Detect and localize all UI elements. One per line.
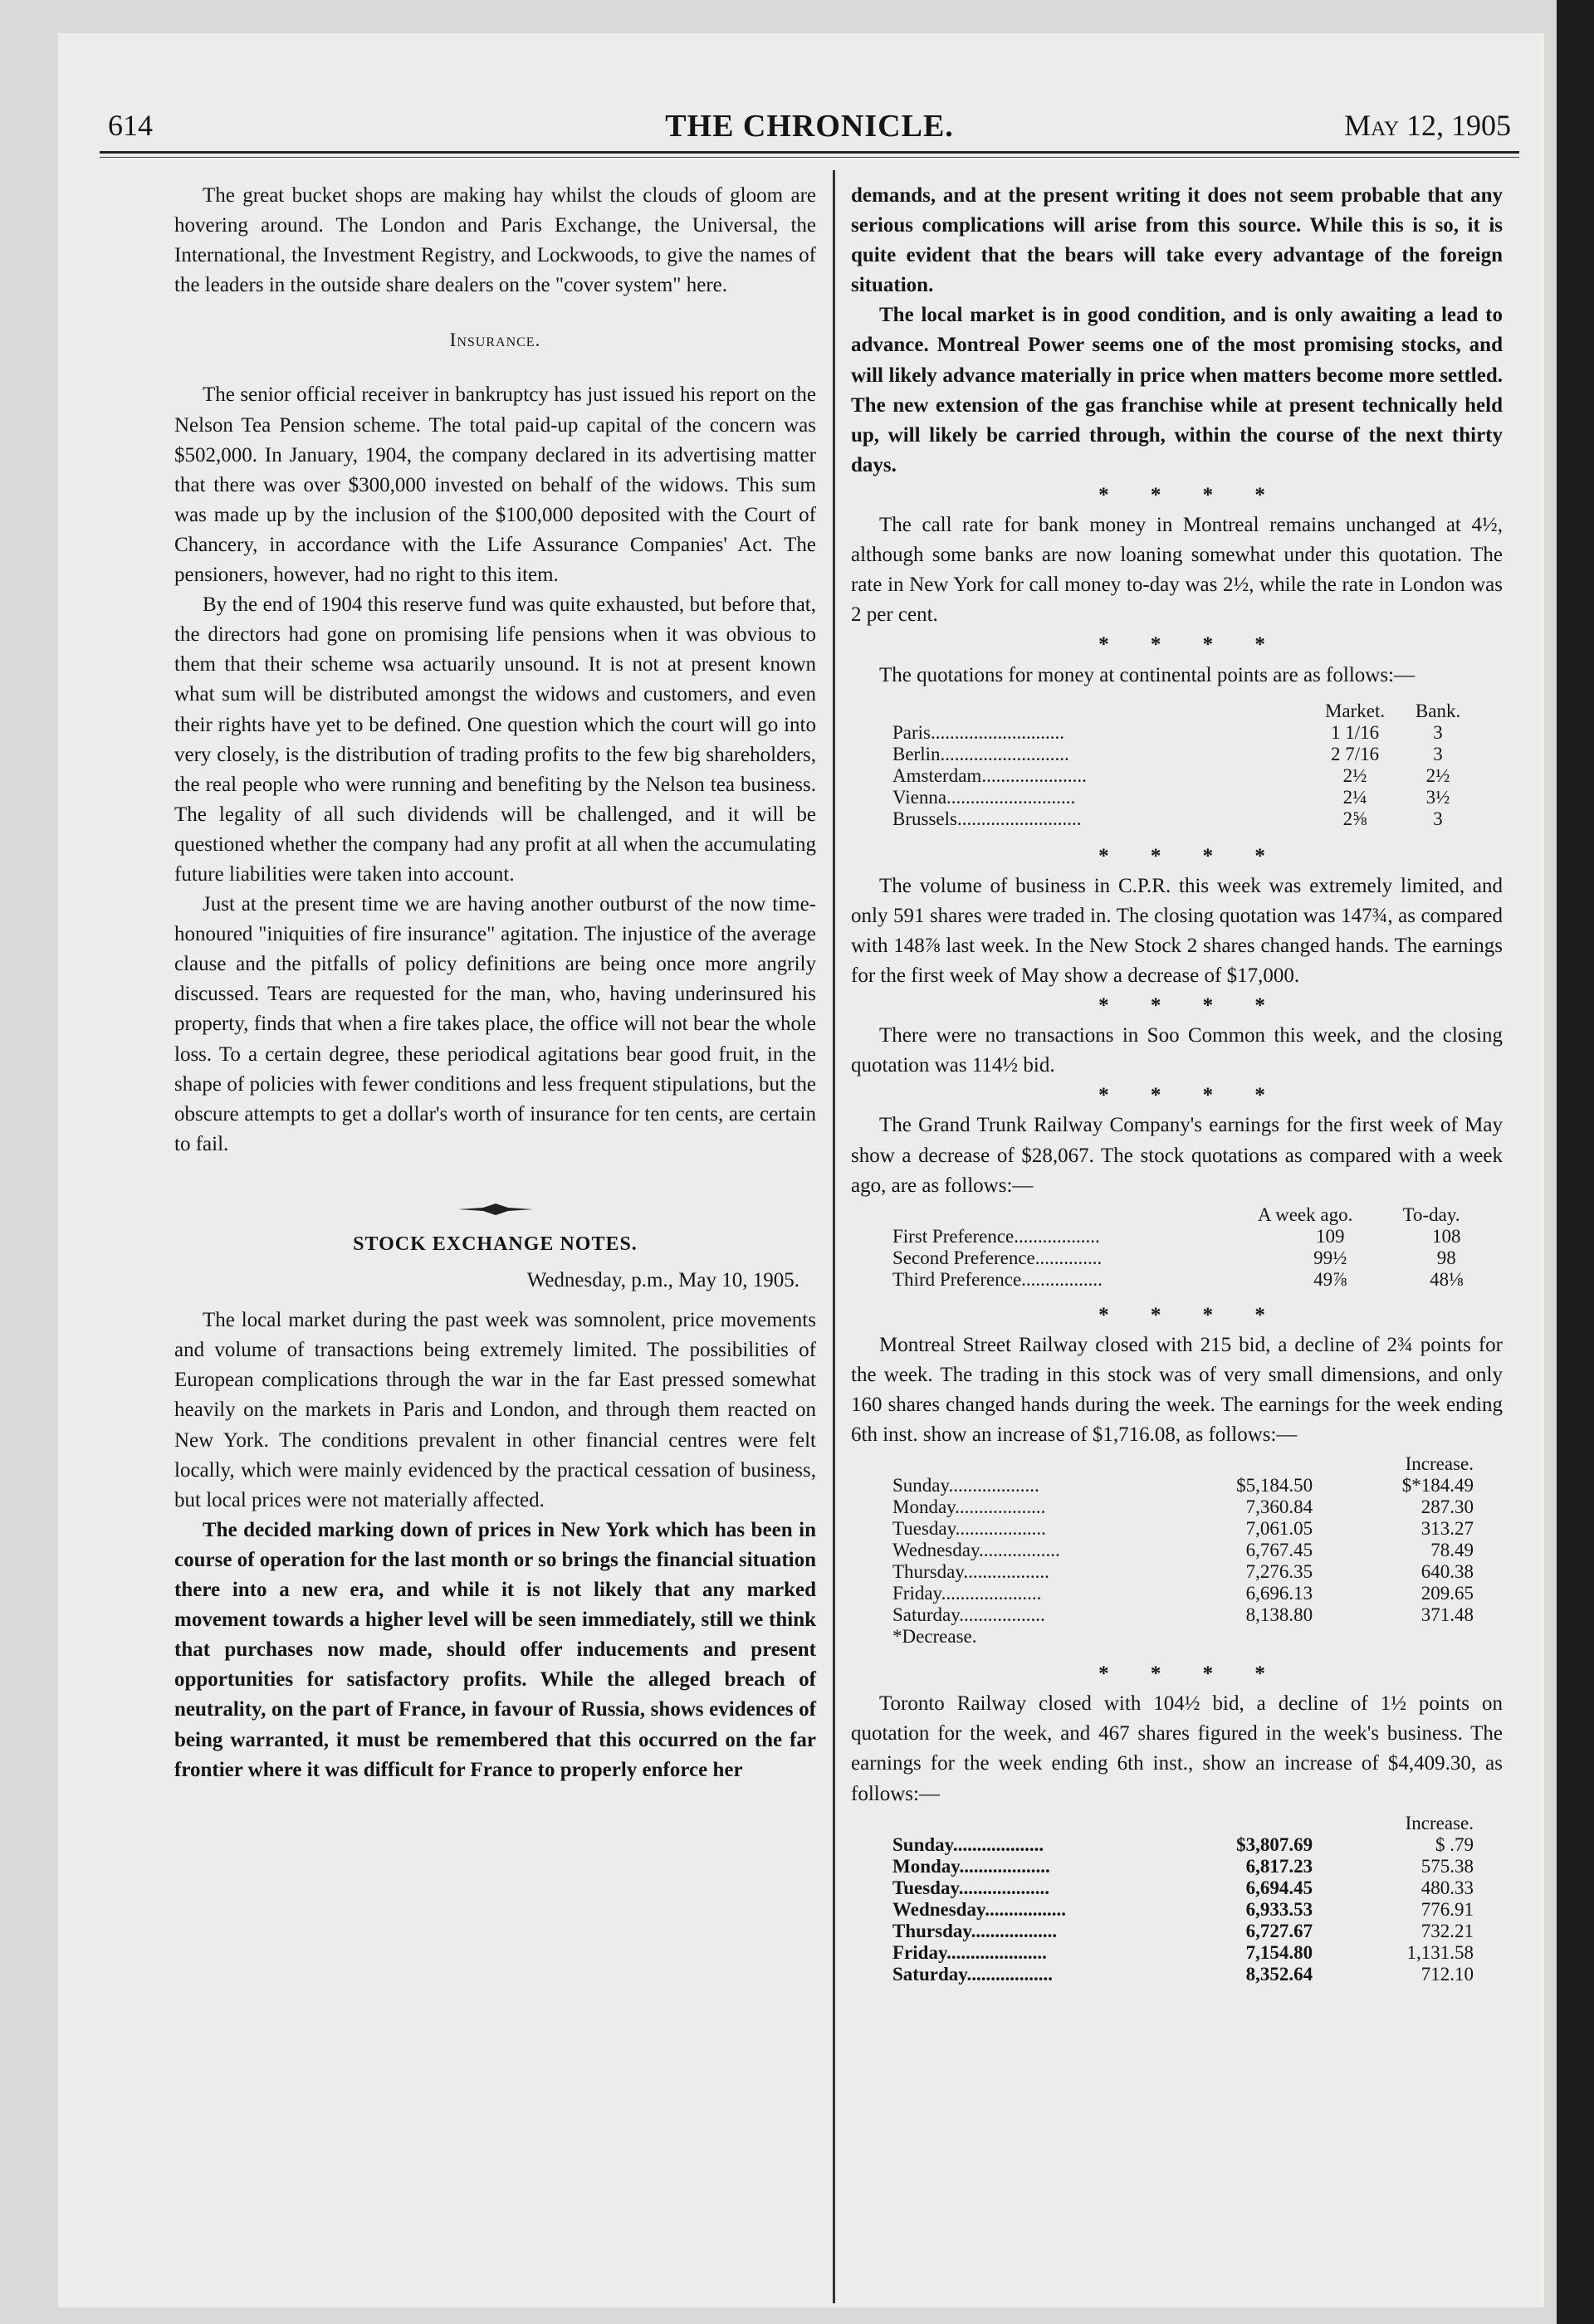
- montreal-street-paragraph: Montreal Street Railway closed with 215 bid, a decline of 2¾ points for the week. The trading in this stock was of very small dimensions, and only 160 shares changed hands during the week. The earnings for the week ending 6th inst. show an increase of $1,716.08, as follows:—: [851, 1333, 1503, 1447]
- table-header-row: [892, 1813, 1474, 1834]
- money-intro: The quotations for money at continental points are as follows:—: [879, 663, 1415, 686]
- table-row: Monday................... 7,360.84 287.30: [892, 1496, 1474, 1518]
- table-row: [892, 1269, 1490, 1291]
- insurance-paragraph: Just at the present time we are having another outburst of the now time-honoured "iniquities of fire insurance" agitation. The injustice of the average clause and the pitfalls of policy definitions are being once more angrily discussed. Tears are requested for the man, who, having underinsured his property, finds that when a fire takes place, the office will not bear the whole loss. To a certain degree, these periodical agitations bear good fruit, in the shape of policies with fewer conditions and less frequent stipulations, but the obscure attempts to get a dollar's worth of insurance for ten cents, are certain to fail.: [174, 893, 816, 1155]
- page-header: [108, 108, 1511, 149]
- notes-date: Wednesday, p.m., May 10, 1905.: [526, 1269, 799, 1292]
- decrease-footnote: *Decrease.: [892, 1626, 977, 1648]
- column-header: Market.: [1324, 700, 1386, 721]
- continuation-paragraph: demands, and at the present writing it does not seem probable that any serious complications will arise from this source. While this is so, it is quite evident that the bears will take every advantage of the foreign situation.: [851, 184, 1503, 297]
- day-cell: Monday: [892, 1855, 960, 1877]
- column-header: Bank.: [1415, 700, 1461, 721]
- soo-paragraph: There were no transactions in Soo Common this week, and the closing quotation was 114½ bid.: [851, 1024, 1503, 1077]
- table-row: Friday..................... 7,154.80 1,131.58: [892, 1941, 1474, 1963]
- grand-trunk-table: [892, 1204, 1490, 1291]
- today-cell: 108: [1432, 1225, 1461, 1247]
- day-cell: Wednesday: [892, 1540, 979, 1561]
- table-row: [892, 765, 1474, 787]
- market-rate-cell: 2½: [1342, 764, 1367, 786]
- amount-cell: 7,276.35: [1245, 1561, 1313, 1583]
- amount-cell: 7,061.05: [1245, 1518, 1313, 1540]
- increase-cell: 480.33: [1420, 1877, 1474, 1898]
- increase-cell: 732.21: [1420, 1920, 1474, 1941]
- right-column: [851, 181, 1503, 1997]
- increase-cell: 78.49: [1430, 1540, 1474, 1561]
- ornament-icon: [458, 1204, 533, 1215]
- increase-cell: $ .79: [1435, 1833, 1474, 1855]
- day-cell: Saturday: [892, 1963, 967, 1985]
- table-footnote-row: [892, 1626, 1474, 1648]
- increase-cell: 313.27: [1420, 1518, 1474, 1540]
- increase-cell: 712.10: [1420, 1963, 1474, 1985]
- table-row: Monday................... 6,817.23 575.38: [892, 1855, 1474, 1877]
- day-cell: Monday: [892, 1496, 956, 1518]
- increase-cell: 1,131.58: [1406, 1941, 1474, 1963]
- market-rate-cell: 2 7/16: [1330, 743, 1380, 764]
- toronto-railway-paragraph: Toronto Railway closed with 104½ bid, a decline of 1½ points on quotation for the week, and 467 shares figured in the week's business. The earnings for the week ending 6th inst., show an increase of $4,409.30, as follows:—: [851, 1692, 1503, 1805]
- amount-cell: 7,154.80: [1245, 1941, 1313, 1963]
- stock-label-cell: First Preference..................: [892, 1225, 1100, 1247]
- day-cell: Friday: [892, 1941, 947, 1963]
- section-stars: * * * *: [1098, 1084, 1284, 1107]
- amount-cell: $5,184.50: [1236, 1475, 1313, 1496]
- stock-label-cell: Third Preference.................: [892, 1268, 1103, 1290]
- bank-rate-cell: 3: [1433, 721, 1443, 743]
- stock-label-cell: Second Preference..............: [892, 1247, 1103, 1268]
- publication-title: THE CHRONICLE.: [665, 109, 954, 144]
- local-market-paragraph: The local market is in good condition, and is only awaiting a lead to advance. Montreal Power seems one of the most promising stocks, and will likely advance materially in price when matters become more settled. The new extension of the gas franchise while at present technically held up, will likely be carried through, within the course of the next thirty days.: [851, 304, 1503, 476]
- table-row: [892, 1226, 1490, 1247]
- week-ago-cell: 49⅞: [1313, 1268, 1347, 1290]
- table-row: Sunday................... $5,184.50 $*184.49: [892, 1475, 1474, 1496]
- section-stars: * * * *: [1098, 1662, 1284, 1686]
- column-divider: [833, 170, 835, 2303]
- increase-cell: 287.30: [1420, 1496, 1474, 1518]
- insurance-paragraph: The senior official receiver in bankruptcy has just issued his report on the Nelson Tea Pension scheme. The total paid-up capital of the concern was $502,000. In January, 1904, the company declared in its advertising matter that there was over $300,000 invested on behalf of the widows. This sum was made up by the inclusion of the $100,000 deposited with the Court of Chancery, in accordance with the Life Assurance Companies' Act. The pensioners, however, had no right to this item.: [174, 383, 816, 587]
- city-cell: Vienna...........................: [892, 786, 1076, 808]
- section-stars: * * * *: [1098, 633, 1284, 657]
- increase-cell: $*184.49: [1401, 1475, 1474, 1496]
- day-cell: Tuesday: [892, 1877, 959, 1898]
- week-ago-cell: 109: [1316, 1225, 1345, 1247]
- bank-rate-cell: 3: [1433, 743, 1443, 764]
- insurance-paragraph: By the end of 1904 this reserve fund was quite exhausted, but before that, the directors had gone on promising life pensions when it was obvious to them that their scheme wsa actuarily unsound. It is not at present known what sum will be distributed amongst the widows and customers, and even their rights have yet to be defined. One question which the court will go into very closely, is the distribution of trading profits to the few big shareholders, the real people who were running and benefiting by the Nelson tea business. The legality of all such dividends will be challenged, and it will be questioned whether the company had any profit at all when the accumulating future liabilities were taken into account.: [174, 593, 816, 886]
- issue-date: May 12, 1905: [1344, 109, 1511, 142]
- table-row: [892, 722, 1474, 744]
- day-cell: Saturday: [892, 1604, 960, 1626]
- table-row: Saturday.................. 8,138.80 371.48: [892, 1604, 1474, 1626]
- column-header: Increase.: [1405, 1453, 1474, 1475]
- today-cell: 98: [1436, 1247, 1456, 1268]
- bank-rate-cell: 2½: [1425, 764, 1450, 786]
- day-cell: Wednesday: [892, 1898, 985, 1920]
- table-header-row: [892, 1453, 1474, 1475]
- toronto-railway-earnings-table: [892, 1813, 1474, 1985]
- grand-trunk-paragraph: The Grand Trunk Railway Company's earnings for the first week of May show a decrease of $28,067. The stock quotations as compared with a week ago, are as follows:—: [851, 1114, 1503, 1197]
- column-header: A week ago.: [1258, 1204, 1353, 1225]
- table-row: Tuesday................... 6,694.45 480.33: [892, 1877, 1474, 1898]
- market-rate-cell: 1 1/16: [1330, 721, 1380, 743]
- day-cell: Tuesday: [892, 1518, 956, 1540]
- table-row: Saturday.................. 8,352.64 712.10: [892, 1963, 1474, 1985]
- section-stars: * * * *: [1098, 844, 1284, 867]
- amount-cell: 8,352.64: [1245, 1963, 1313, 1985]
- increase-cell: 371.48: [1420, 1604, 1474, 1626]
- day-cell: Friday: [892, 1583, 941, 1604]
- page-number: 614: [108, 109, 153, 142]
- increase-cell: 575.38: [1420, 1855, 1474, 1877]
- money-rates-table: [892, 701, 1474, 830]
- week-ago-cell: 99½: [1313, 1247, 1347, 1268]
- day-cell: Sunday: [892, 1475, 949, 1496]
- increase-cell: 640.38: [1420, 1561, 1474, 1583]
- market-rate-cell: 2⅝: [1342, 808, 1367, 829]
- montreal-street-earnings-table: [892, 1453, 1474, 1648]
- call-rate-paragraph: The call rate for bank money in Montreal remains unchanged at 4½, although some banks are now loaning somewhat under this quotation. The rate in New York for call money to-day was 2½, while the rate in London was 2 per cent.: [851, 514, 1503, 627]
- amount-cell: 6,694.45: [1245, 1877, 1313, 1898]
- section-ornament: [174, 1194, 816, 1224]
- table-row: Thursday.................. 7,276.35 640.38: [892, 1561, 1474, 1583]
- amount-cell: 7,360.84: [1245, 1496, 1313, 1518]
- section-stars: * * * *: [1098, 994, 1284, 1018]
- amount-cell: $3,807.69: [1236, 1833, 1313, 1855]
- increase-cell: 209.65: [1420, 1583, 1474, 1604]
- table-row: Sunday................... $3,807.69 $ .79: [892, 1833, 1474, 1855]
- city-cell: Paris............................: [892, 721, 1064, 743]
- cpr-paragraph: The volume of business in C.P.R. this week was extremely limited, and only 591 shares were traded in. The closing quotation was 147¾, as compared with 148⅞ last week. In the New Stock 2 shares changed hands. The earnings for the first week of May show a decrease of $17,000.: [851, 874, 1503, 987]
- header-rule: [100, 151, 1519, 154]
- amount-cell: 6,817.23: [1245, 1855, 1313, 1877]
- left-column: [174, 181, 816, 1785]
- table-row: Friday..................... 6,696.13 209.65: [892, 1583, 1474, 1604]
- section-stars: * * * *: [1098, 1303, 1284, 1326]
- amount-cell: 6,767.45: [1245, 1540, 1313, 1561]
- table-row: [892, 787, 1474, 808]
- amount-cell: 6,933.53: [1245, 1898, 1313, 1920]
- notes-paragraph: The decided marking down of prices in New York which has been in course of operation for the last month or so brings the financial situation there into a new era, and while it is not likely that any marked movement towards a higher level will be seen immediately, still we think that purchases now made, should offer inducements and present opportunities for satisfactory profits. While the alleged breach of neutrality, on the part of France, in favour of Russia, shows evidences of being warranted, it must be remembered that this occurred on the far frontier where it was difficult for France to properly enforce her: [174, 1518, 816, 1781]
- notes-paragraph: The local market during the past week was somnolent, price movements and volume of transactions being extremely limited. The possibilities of European complications through the war in the far East pressed somewhat heavily on the markets in Paris and London, and through them reacted on New York. The conditions prevalent in other financial centres were felt locally, which were mainly evidenced by the practical cessation of business, but local prices were not materially affected.: [174, 1309, 816, 1511]
- day-cell: Thursday: [892, 1920, 971, 1941]
- today-cell: 48⅛: [1430, 1268, 1464, 1290]
- bank-rate-cell: 3½: [1425, 786, 1450, 808]
- city-cell: Berlin...........................: [892, 743, 1069, 764]
- table-row: Wednesday................. 6,933.53 776.91: [892, 1898, 1474, 1920]
- insurance-heading: Insurance.: [449, 330, 541, 351]
- stock-exchange-notes-heading: STOCK EXCHANGE NOTES.: [353, 1233, 638, 1255]
- amount-cell: 6,727.67: [1245, 1920, 1313, 1941]
- table-row: [892, 744, 1474, 765]
- table-header-row: [892, 1204, 1490, 1226]
- table-row: Tuesday................... 7,061.05 313.27: [892, 1518, 1474, 1540]
- section-stars: * * * *: [1098, 483, 1284, 506]
- table-row: [892, 808, 1474, 830]
- amount-cell: 6,696.13: [1245, 1583, 1313, 1604]
- city-cell: Brussels..........................: [892, 808, 1082, 829]
- table-header-row: [892, 701, 1474, 722]
- day-cell: Thursday: [892, 1561, 964, 1583]
- table-row: Thursday.................. 6,727.67 732.21: [892, 1920, 1474, 1941]
- column-header: Increase.: [1405, 1812, 1474, 1833]
- market-rate-cell: 2¼: [1342, 786, 1367, 808]
- table-row: [892, 1247, 1490, 1269]
- column-header: To-day.: [1402, 1204, 1460, 1225]
- bank-rate-cell: 3: [1433, 808, 1443, 829]
- amount-cell: 8,138.80: [1245, 1604, 1313, 1626]
- increase-cell: 776.91: [1420, 1898, 1474, 1920]
- city-cell: Amsterdam......................: [892, 764, 1087, 786]
- intro-paragraph: The great bucket shops are making hay whilst the clouds of gloom are hovering around. The London and Paris Exchange, the Universal, the International, the Investment Registry, and Lockwoods, to give the names of the leaders in the outside share dealers on the "cover system" here.: [174, 184, 816, 297]
- scan-edge: [1557, 0, 1594, 2324]
- table-row: Wednesday................. 6,767.45 78.49: [892, 1540, 1474, 1561]
- day-cell: Sunday: [892, 1833, 953, 1855]
- header-rule-thin: [100, 157, 1519, 158]
